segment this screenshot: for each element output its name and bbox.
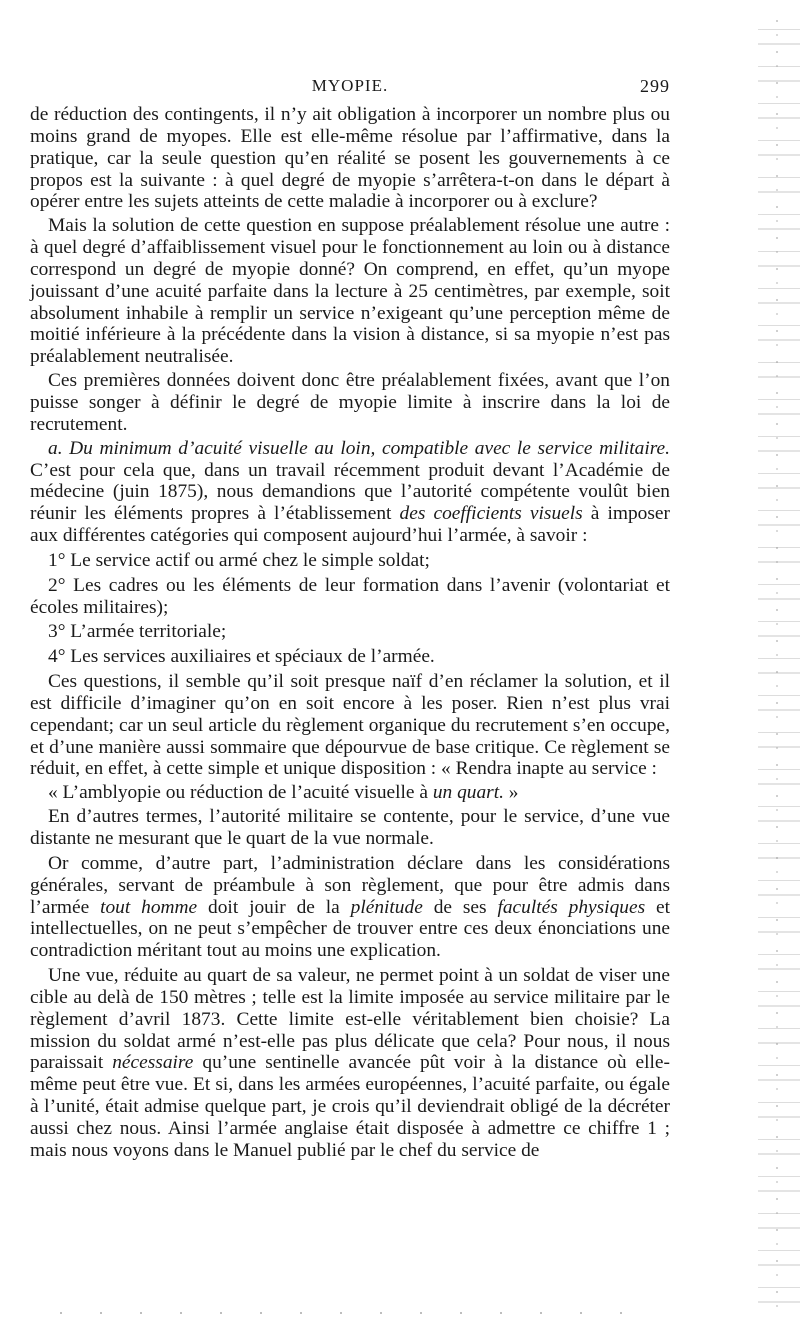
paragraph-8-text-a: Une vue, réduite au quart de sa valeur, ne permet point à un soldat de viser une cible au delà de 150 mètres ; telle est la limite imposée au service militaire par le règlement d’avril 1873. Cette limite est-elle véritablement bien choisie? La mission du soldat armé n’est-elle pas plus délicate que cela? Pour nous, il nous paraissait — [30, 965, 670, 1074]
paragraph-7-italic-2: plénitude — [350, 896, 423, 918]
list-item-1: 1° Le service actif ou armé chez le simple soldat; — [48, 549, 430, 571]
quote-text-b: » — [503, 782, 519, 804]
quote — [30, 782, 670, 804]
paragraph-2: Mais la solution de cette question en suppose préalablement résolue une autre : à quel degré d’affaiblissement visuel pour le fonctionnement au loin ou à distance correspond un degré de myopie donné? On comprend, en effet, qu’un myope jouissant d’une acuité parfaite dans la lecture à 25 centimètres, par exemple, soit absolument inhabile à remplir un service n’exigeant qu’une perception même de moitié inférieure à la précédente dans la vision à distance, si sa myopie n’est pas préalablement neutralisée. — [30, 215, 670, 368]
quote-italic: un quart. — [432, 782, 504, 804]
paragraph-7-italic-3: facultés physiques — [497, 896, 646, 918]
scan-bottom-artifact — [60, 1312, 660, 1314]
paragraph-8-italic: nécessaire — [112, 1052, 194, 1074]
paragraph-7 — [30, 853, 670, 962]
running-title: MYOPIE. — [311, 76, 389, 95]
list-item-4: 4° Les services auxiliaires et spéciaux de l’armée. — [48, 646, 435, 668]
paragraph-8-text-b: qu’une sentinelle avancée pût voir à la distance où elle-même peut être vue. Et si, dans les armées européennes, l’acuité parfaite, ou égale à l’unité, était admise quelque part, je crois qu’il deviendrait obligé de la décréter aussi chez nous. Ainsi l’armée anglaise était disposée à admettre ce chiffre 1 ; mais nous voyons dans le Manuel publié par le chef du service de — [30, 1052, 670, 1161]
page-number: 299 — [640, 76, 670, 96]
paragraph-4-italic: des coefficients visuels — [399, 503, 583, 525]
list-item-3: 3° L’armée territoriale; — [48, 621, 227, 643]
paragraph-7-text-b: doit jouir de la — [197, 896, 351, 918]
paragraph-4-text-b: à imposer aux différentes catégories qui composent aujourd’hui l’armée, à savoir : — [30, 503, 670, 547]
paragraph-7-text-c: de ses — [422, 896, 498, 918]
quote-text-a: « L’amblyopie ou réduction de l’acuité visuelle à — [48, 782, 433, 804]
running-head — [30, 76, 670, 102]
paragraph-1: de réduction des contingents, il n’y ait obligation à incorporer un nombre plus ou moins grand de myopes. Elle est elle-même résolue par l’affirmative, dans la pratique, car la seule question qu’en réalité se posent les gouvernements à ce propos est la suivante : à quel degré de myopie s’arrêtera-t-on dans le départ à opérer entre les sujets atteints de cette maladie à incorporer ou à exclure? — [30, 104, 670, 213]
paragraph-7-text-a: Or comme, d’autre part, l’administration déclare dans les considérations générales, servant de préambule à son règlement, que pour être admis dans l’armée — [30, 852, 670, 918]
paragraph-7-text-d: et intellectuelles, on ne peut s’empêcher de trouver entre ces deux énonciations une contradiction méritant tout au moins une explication. — [30, 896, 670, 962]
paragraph-6: En d’autres termes, l’autorité militaire se contente, pour le service, d’une vue distante ne mesurant que le quart de la vue normale. — [30, 806, 670, 849]
paragraph-5: Ces questions, il semble qu’il soit presque naïf d’en réclamer la solution, et il est difficile d’imaginer qu’on en soit encore à les poser. Rien n’est plus vrai cependant; car un seul article du règlement organique du recrutement s’en occupe, et d’une manière aussi sommaire que dépourvue de base critique. Ce règlement se réduit, en effet, à cette simple et unique disposition : « Rendra inapte au service : — [30, 671, 670, 780]
section-heading: a. Du minimum d’acuité visuelle au loin, compatible avec le service militaire. — [48, 437, 670, 459]
paragraph-4 — [30, 438, 670, 547]
list-item-2: 2° Les cadres ou les éléments de leur formation dans l’avenir (volontariat et écoles militaires); — [30, 574, 670, 618]
paragraph-3: Ces premières données doivent donc être préalablement fixées, avant que l’on puisse songer à définir le degré de myopie limite à inscrire dans la loi de recrutement. — [30, 370, 670, 435]
paragraph-7-italic-1: tout homme — [100, 896, 198, 918]
body-text — [30, 104, 670, 1162]
scan-margin-artifact — [758, 20, 800, 1320]
paragraph-8 — [30, 965, 670, 1162]
paragraph-4-text-a: C’est pour cela que, dans un travail récemment produit devant l’Académie de médecine (juin 1875), nous demandions que l’autorité compétente voulût bien réunir les éléments propres à l’établissement — [30, 459, 670, 525]
